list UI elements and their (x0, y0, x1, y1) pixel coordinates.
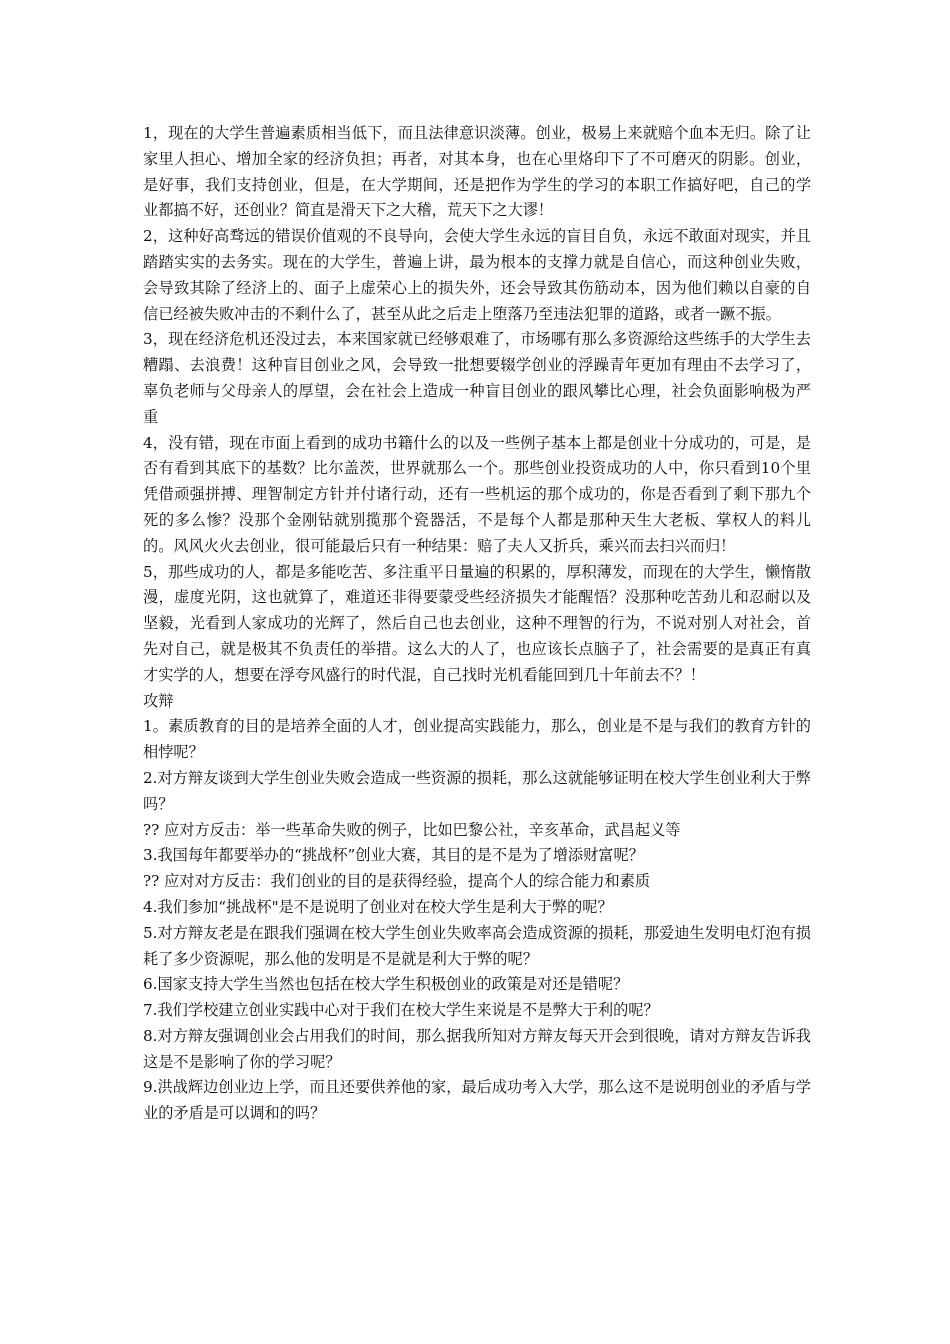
defense-point-4: 4，没有错，现在市面上看到的成功书籍什么的以及一些例子基本上都是创业十分成功的，可是，是否有看到其底下的基数？比尔盖茨，世界就那么一个。那些创业投资成功的人中，你只看到10个里凭借顽强拼搏、理智制定方针并付诸行动，还有一些机运的那个成功的，你是否看到了剩下那九个死的多么惨？没那个金刚钻就别揽那个瓷器活，不是每个人都是那种天生大老板、掌权人的料儿的。风风火火去创业，很可能最后只有一种结果：赔了夫人又折兵，乘兴而去扫兴而归！ (143, 433, 811, 555)
defense-point-3: 3，现在经济危机还没过去，本来国家就已经够艰难了，市场哪有那么多资源给这些练手的大学生去糟蹋、去浪费！这种盲目创业之风，会导致一批想要辍学创业的浮躁青年更加有理由不去学习了，辜负老师与父母亲人的厚望，会在社会上造成一种盲目创业的跟风攀比心理，社会负面影响极为严重 (143, 330, 811, 426)
attack-question-4: 4.我们参加“挑战杯"是不是说明了创业对在校大学生是利大于弊的呢？ (143, 897, 613, 916)
attack-question-7: 7.我们学校建立创业实践中心对于我们在校大学生来说是不是弊大于利的呢？ (143, 1001, 659, 1020)
attack-question-3: 3.我国每年都要举办的“挑战杯”创业大赛，其目的是不是为了增添财富呢？ (143, 846, 644, 865)
defense-point-5: 5，那些成功的人，都是多能吃苦、多注重平日量遍的积累的，厚积薄发，而现在的大学生，懒惰散漫，虚度光阴，这也就算了，难道还非得要蒙受些经济损失才能醒悟？没那种吃苦劲儿和忍耐以及坚毅，光看到人家成功的光辉了，然后自己也去创业，这种不理智的行为，不说对别人对社会，首先对自己，就是极其不负责任的举措。这么大的人了，也应该长点脑子了，社会需要的是真正有真才实学的人，想要在浮夸风盛行的时代混，自己找时光机看能回到几十年前去不？！ (143, 562, 811, 684)
attack-question-2: 2.对方辩友谈到大学生创业失败会造成一些资源的损耗，那么这就能够证明在校大学生创业利大于弊吗？ (143, 768, 811, 813)
document-body (143, 121, 811, 1127)
defense-point-1: 1，现在的大学生普遍素质相当低下，而且法律意识淡薄。创业，极易上来就赔个血本无归。除了让家里人担心、增加全家的经济负担；再者，对其本身，也在心里烙印下了不可磨灭的阴影。创业，是好事，我们支持创业，但是，在大学期间，还是把作为学生的学习的本职工作搞好吧，自己的学业都搞不好，还创业？简直是滑天下之大稽，荒天下之大谬！ (143, 124, 811, 220)
attack-question-8: 8.对方辩友强调创业会占用我们的时间，那么据我所知对方辩友每天开会到很晚，请对方辩友告诉我这是不是影响了你的学习呢？ (143, 1026, 811, 1071)
attack-question-5: 5.对方辩友老是在跟我们强调在校大学生创业失败率高会造成资源的损耗，那爱迪生发明电灯泡有损耗了多少资源呢，那么他的发明是不是就是利大于弊的呢？ (143, 923, 811, 968)
attack-heading: 攻辩 (143, 691, 174, 710)
defense-point-2: 2，这种好高骛远的错误价值观的不良导向，会使大学生永远的盲目自负，永远不敢面对现实，并且踏踏实实的去务实。现在的大学生，普遍上讲，最为根本的支撑力就是自信心，而这种创业失败，会导致其除了经济上的、面子上虚荣心上的损失外，还会导致其伤筋动本，因为他们赖以自豪的自信已经被失败冲击的不剩什么了，甚至从此之后走上堕落乃至违法犯罪的道路，或者一蹶不振。 (143, 227, 811, 323)
attack-question-9: 9.洪战辉边创业边上学，而且还要供养他的家，最后成功考入大学，那么这不是说明创业的矛盾与学业的矛盾是可以调和的吗？ (143, 1078, 811, 1123)
attack-rebuttal-note-2: ?? 应对对方反击：我们创业的目的是获得经验，提高个人的综合能力和素质 (143, 872, 651, 891)
attack-question-1: 1。素质教育的目的是培养全面的人才，创业提高实践能力，那么，创业是不是与我们的教育方针的相悖呢？ (143, 717, 811, 762)
attack-rebuttal-note-1: ?? 应对方反击：举一些革命失败的例子，比如巴黎公社，辛亥革命，武昌起义等 (143, 820, 681, 839)
attack-question-6: 6.国家支持大学生当然也包括在校大学生积极创业的政策是对还是错呢？ (143, 975, 629, 994)
